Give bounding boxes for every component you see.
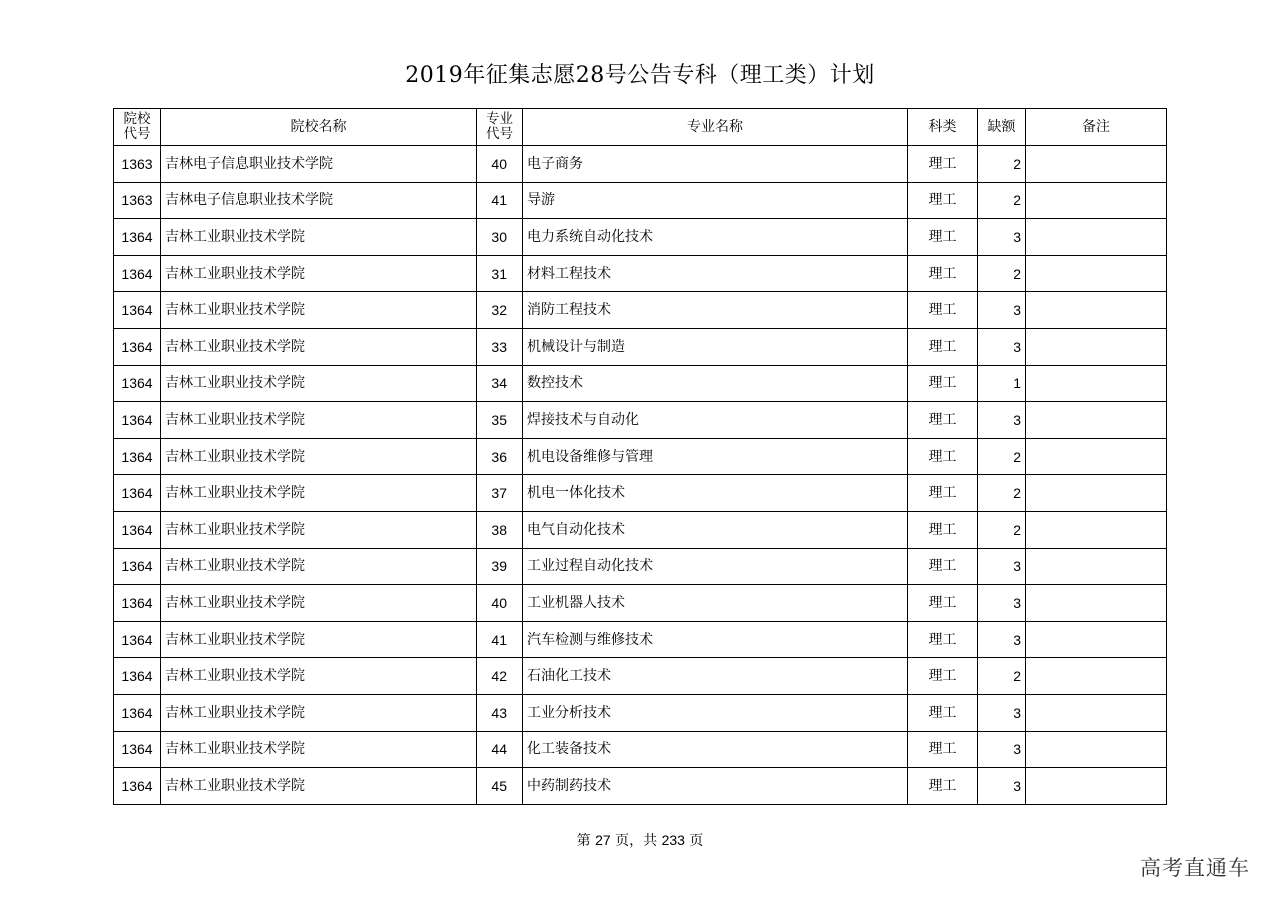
cell-category: 理工 bbox=[908, 658, 978, 695]
cell-vacancies: 3 bbox=[978, 768, 1026, 805]
cell-remarks bbox=[1026, 548, 1167, 585]
cell-vacancies: 1 bbox=[978, 365, 1026, 402]
cell-school-code: 1364 bbox=[114, 658, 161, 695]
cell-vacancies: 2 bbox=[978, 475, 1026, 512]
header-category: 科类 bbox=[908, 109, 978, 146]
cell-school-name: 吉林工业职业技术学院 bbox=[161, 511, 477, 548]
cell-vacancies: 2 bbox=[978, 511, 1026, 548]
cell-category: 理工 bbox=[908, 438, 978, 475]
cell-school-name: 吉林工业职业技术学院 bbox=[161, 585, 477, 622]
cell-remarks bbox=[1026, 402, 1167, 439]
cell-remarks bbox=[1026, 328, 1167, 365]
cell-vacancies: 3 bbox=[978, 548, 1026, 585]
cell-category: 理工 bbox=[908, 182, 978, 219]
table-row bbox=[114, 585, 1167, 622]
header-major-code bbox=[477, 109, 523, 146]
cell-school-name: 吉林工业职业技术学院 bbox=[161, 658, 477, 695]
cell-remarks bbox=[1026, 768, 1167, 805]
cell-school-code: 1364 bbox=[114, 694, 161, 731]
cell-school-name: 吉林工业职业技术学院 bbox=[161, 255, 477, 292]
cell-major-code: 40 bbox=[477, 146, 523, 183]
header-school-code-line2: 代号 bbox=[123, 126, 151, 142]
cell-remarks bbox=[1026, 255, 1167, 292]
footer-total-pages: 233 bbox=[661, 832, 685, 848]
cell-school-code: 1364 bbox=[114, 475, 161, 512]
cell-major-name: 石油化工技术 bbox=[523, 658, 908, 695]
table-row bbox=[114, 146, 1167, 183]
cell-major-code: 36 bbox=[477, 438, 523, 475]
footer-page-number: 27 bbox=[595, 832, 611, 848]
cell-school-code: 1364 bbox=[114, 621, 161, 658]
footer-suffix: 页 bbox=[684, 833, 704, 849]
cell-major-name: 机电一体化技术 bbox=[523, 475, 908, 512]
cell-major-name: 中药制药技术 bbox=[523, 768, 908, 805]
table-row bbox=[114, 182, 1167, 219]
cell-school-name: 吉林电子信息职业技术学院 bbox=[161, 182, 477, 219]
cell-major-name: 化工装备技术 bbox=[523, 731, 908, 768]
cell-category: 理工 bbox=[908, 694, 978, 731]
cell-school-name: 吉林工业职业技术学院 bbox=[161, 731, 477, 768]
cell-remarks bbox=[1026, 658, 1167, 695]
cell-major-name: 电子商务 bbox=[523, 146, 908, 183]
page-title: 2019年征集志愿28号公告专科（理工类）计划 bbox=[405, 63, 875, 88]
cell-school-name: 吉林电子信息职业技术学院 bbox=[161, 146, 477, 183]
cell-remarks bbox=[1026, 694, 1167, 731]
cell-remarks bbox=[1026, 585, 1167, 622]
cell-school-name: 吉林工业职业技术学院 bbox=[161, 694, 477, 731]
cell-school-name: 吉林工业职业技术学院 bbox=[161, 621, 477, 658]
table-row bbox=[114, 255, 1167, 292]
cell-major-code: 33 bbox=[477, 328, 523, 365]
cell-vacancies: 3 bbox=[978, 731, 1026, 768]
cell-vacancies: 3 bbox=[978, 621, 1026, 658]
cell-vacancies: 3 bbox=[978, 328, 1026, 365]
header-school-code bbox=[114, 109, 161, 146]
table-row bbox=[114, 621, 1167, 658]
table-row bbox=[114, 219, 1167, 256]
cell-school-code: 1364 bbox=[114, 731, 161, 768]
table-row bbox=[114, 402, 1167, 439]
cell-remarks bbox=[1026, 292, 1167, 329]
cell-category: 理工 bbox=[908, 475, 978, 512]
cell-vacancies: 3 bbox=[978, 694, 1026, 731]
table-row bbox=[114, 475, 1167, 512]
cell-school-code: 1363 bbox=[114, 146, 161, 183]
cell-major-code: 40 bbox=[477, 585, 523, 622]
cell-remarks bbox=[1026, 438, 1167, 475]
cell-major-name: 焊接技术与自动化 bbox=[523, 402, 908, 439]
cell-category: 理工 bbox=[908, 255, 978, 292]
cell-major-name: 工业过程自动化技术 bbox=[523, 548, 908, 585]
table-body bbox=[114, 146, 1167, 805]
cell-major-code: 30 bbox=[477, 219, 523, 256]
cell-school-code: 1364 bbox=[114, 255, 161, 292]
cell-category: 理工 bbox=[908, 328, 978, 365]
cell-remarks bbox=[1026, 511, 1167, 548]
cell-school-code: 1364 bbox=[114, 328, 161, 365]
header-remarks: 备注 bbox=[1026, 109, 1167, 146]
cell-vacancies: 3 bbox=[978, 219, 1026, 256]
cell-major-code: 31 bbox=[477, 255, 523, 292]
header-major-code-line1: 专业 bbox=[486, 111, 513, 127]
cell-major-name: 机械设计与制造 bbox=[523, 328, 908, 365]
cell-category: 理工 bbox=[908, 548, 978, 585]
header-vacancies: 缺额 bbox=[978, 109, 1026, 146]
cell-category: 理工 bbox=[908, 292, 978, 329]
cell-major-code: 45 bbox=[477, 768, 523, 805]
cell-major-name: 导游 bbox=[523, 182, 908, 219]
cell-school-code: 1363 bbox=[114, 182, 161, 219]
cell-major-code: 44 bbox=[477, 731, 523, 768]
cell-major-code: 41 bbox=[477, 182, 523, 219]
cell-school-code: 1364 bbox=[114, 585, 161, 622]
cell-major-code: 42 bbox=[477, 658, 523, 695]
table-row bbox=[114, 511, 1167, 548]
watermark: 高考直通车 bbox=[1140, 856, 1250, 880]
cell-vacancies: 2 bbox=[978, 146, 1026, 183]
cell-school-code: 1364 bbox=[114, 219, 161, 256]
cell-category: 理工 bbox=[908, 731, 978, 768]
cell-major-code: 37 bbox=[477, 475, 523, 512]
cell-school-name: 吉林工业职业技术学院 bbox=[161, 328, 477, 365]
cell-major-name: 工业机器人技术 bbox=[523, 585, 908, 622]
cell-remarks bbox=[1026, 621, 1167, 658]
cell-category: 理工 bbox=[908, 146, 978, 183]
cell-school-code: 1364 bbox=[114, 402, 161, 439]
cell-major-name: 汽车检测与维修技术 bbox=[523, 621, 908, 658]
cell-vacancies: 3 bbox=[978, 402, 1026, 439]
table-row bbox=[114, 328, 1167, 365]
cell-major-code: 43 bbox=[477, 694, 523, 731]
cell-category: 理工 bbox=[908, 585, 978, 622]
cell-school-name: 吉林工业职业技术学院 bbox=[161, 768, 477, 805]
cell-major-name: 机电设备维修与管理 bbox=[523, 438, 908, 475]
cell-major-code: 38 bbox=[477, 511, 523, 548]
cell-major-code: 35 bbox=[477, 402, 523, 439]
cell-category: 理工 bbox=[908, 511, 978, 548]
table-row bbox=[114, 658, 1167, 695]
cell-school-code: 1364 bbox=[114, 548, 161, 585]
cell-major-name: 电气自动化技术 bbox=[523, 511, 908, 548]
table-row bbox=[114, 365, 1167, 402]
cell-major-name: 数控技术 bbox=[523, 365, 908, 402]
table-row bbox=[114, 731, 1167, 768]
cell-vacancies: 2 bbox=[978, 438, 1026, 475]
cell-remarks bbox=[1026, 731, 1167, 768]
cell-remarks bbox=[1026, 146, 1167, 183]
cell-school-name: 吉林工业职业技术学院 bbox=[161, 292, 477, 329]
header-major-name: 专业名称 bbox=[523, 109, 908, 146]
header-school-code-line1: 院校 bbox=[123, 111, 151, 127]
cell-category: 理工 bbox=[908, 621, 978, 658]
cell-vacancies: 2 bbox=[978, 182, 1026, 219]
cell-major-code: 32 bbox=[477, 292, 523, 329]
table-row bbox=[114, 548, 1167, 585]
cell-major-name: 工业分析技术 bbox=[523, 694, 908, 731]
header-row bbox=[114, 109, 1167, 146]
footer-middle: 页，共 bbox=[610, 833, 662, 849]
header-school-name: 院校名称 bbox=[161, 109, 477, 146]
cell-category: 理工 bbox=[908, 219, 978, 256]
cell-category: 理工 bbox=[908, 768, 978, 805]
cell-remarks bbox=[1026, 219, 1167, 256]
plan-table bbox=[113, 108, 1167, 805]
footer-prefix: 第 bbox=[576, 833, 596, 849]
cell-school-name: 吉林工业职业技术学院 bbox=[161, 475, 477, 512]
cell-vacancies: 3 bbox=[978, 292, 1026, 329]
cell-major-code: 34 bbox=[477, 365, 523, 402]
cell-remarks bbox=[1026, 182, 1167, 219]
cell-vacancies: 2 bbox=[978, 658, 1026, 695]
table-row bbox=[114, 768, 1167, 805]
cell-school-name: 吉林工业职业技术学院 bbox=[161, 438, 477, 475]
cell-school-name: 吉林工业职业技术学院 bbox=[161, 402, 477, 439]
cell-school-name: 吉林工业职业技术学院 bbox=[161, 365, 477, 402]
cell-major-code: 39 bbox=[477, 548, 523, 585]
page-footer bbox=[0, 830, 1280, 850]
cell-vacancies: 2 bbox=[978, 255, 1026, 292]
cell-school-code: 1364 bbox=[114, 438, 161, 475]
cell-school-code: 1364 bbox=[114, 292, 161, 329]
cell-school-code: 1364 bbox=[114, 768, 161, 805]
table-row bbox=[114, 292, 1167, 329]
cell-major-code: 41 bbox=[477, 621, 523, 658]
cell-remarks bbox=[1026, 365, 1167, 402]
cell-vacancies: 3 bbox=[978, 585, 1026, 622]
cell-remarks bbox=[1026, 475, 1167, 512]
cell-major-name: 电力系统自动化技术 bbox=[523, 219, 908, 256]
cell-major-name: 消防工程技术 bbox=[523, 292, 908, 329]
cell-school-name: 吉林工业职业技术学院 bbox=[161, 219, 477, 256]
cell-category: 理工 bbox=[908, 402, 978, 439]
table-row bbox=[114, 438, 1167, 475]
cell-category: 理工 bbox=[908, 365, 978, 402]
header-major-code-line2: 代号 bbox=[486, 126, 513, 142]
table-row bbox=[114, 694, 1167, 731]
cell-major-name: 材料工程技术 bbox=[523, 255, 908, 292]
cell-school-code: 1364 bbox=[114, 365, 161, 402]
cell-school-name: 吉林工业职业技术学院 bbox=[161, 548, 477, 585]
cell-school-code: 1364 bbox=[114, 511, 161, 548]
